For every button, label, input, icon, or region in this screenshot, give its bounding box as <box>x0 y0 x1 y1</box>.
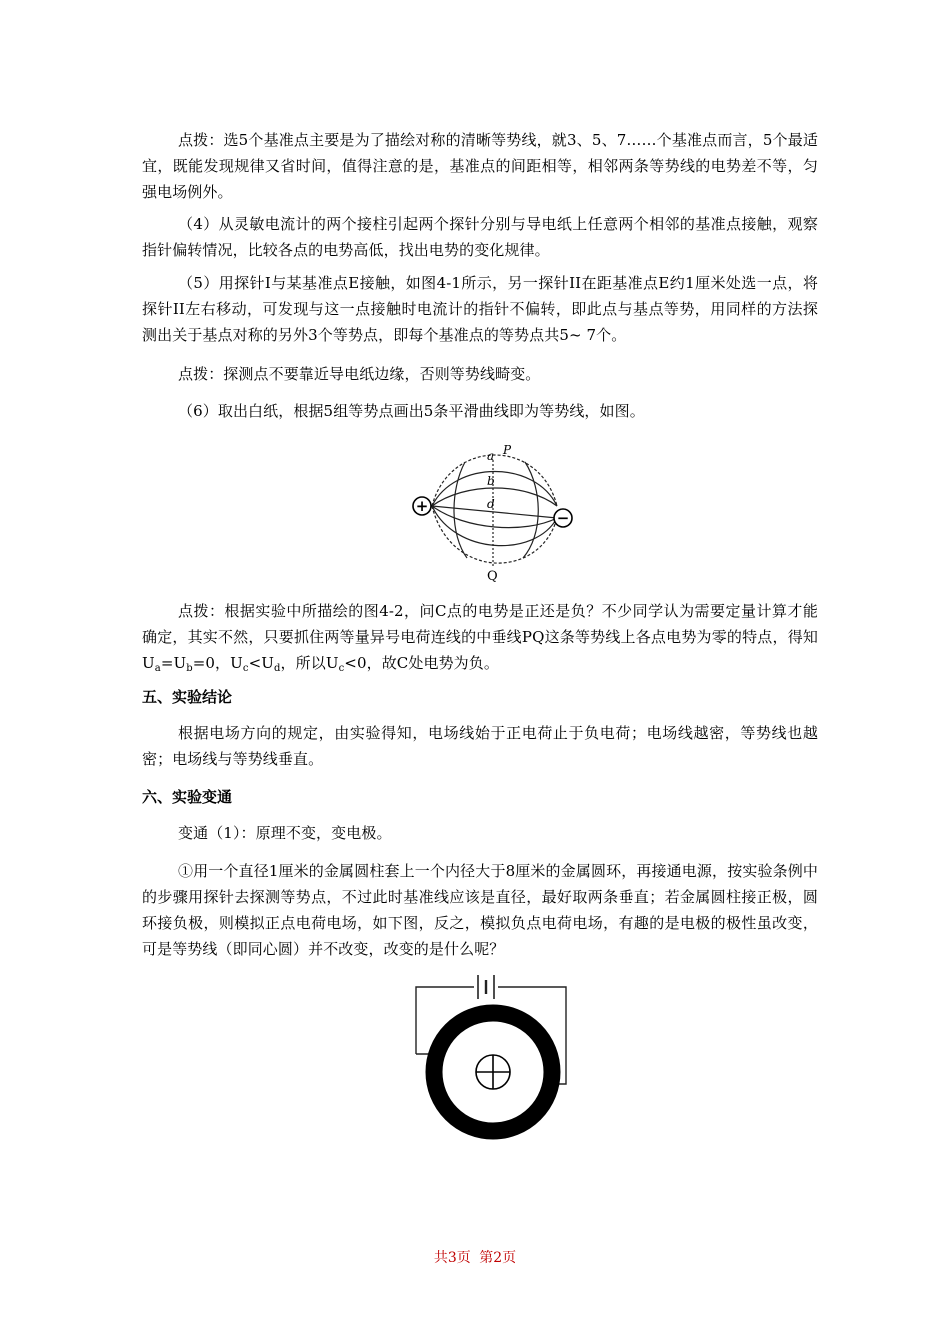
section-5-heading: 五、实验结论 <box>142 688 233 706</box>
step-6-paragraph: （6）取出白纸，根据5组等势点画出5条平滑曲线即为等势线，如图。 <box>178 402 645 420</box>
label-d: d <box>487 497 495 511</box>
variant-1-paragraph: 变通（1）：原理不变，变电极。 <box>178 824 392 842</box>
step-5-paragraph: （5）用探针I与某基准点E接触，如图4-1所示，另一探针II在距基准点E约1厘米处选一点，将探针II左右移动，可发现与这一点接触时电流计的指针不偏转，即此点与基点等势，用同样的方法探测出关于基点对称的另外3个等势点，即每个基准点的等势点共5~ 7个。 <box>142 274 818 344</box>
plus-sign: + <box>415 497 429 515</box>
page-footer <box>0 1247 950 1267</box>
label-b: b <box>487 474 495 488</box>
conclusion-paragraph: 根据电场方向的规定，由实验得知，电场线始于正电荷止于负电荷；电场线越密，等势线也越密；电场线与等势线垂直。 <box>142 724 818 768</box>
footer-total-pages: 共3页 <box>433 1250 471 1266</box>
equipotential-right <box>523 462 538 558</box>
label-a: a <box>487 449 495 463</box>
section-6-heading: 六、实验变通 <box>142 788 233 806</box>
tip-paragraph-1: 点拨：选5个基准点主要是为了描绘对称的清晰等势线，就3、5、7……个基准点而言，5个最适宜，既能发现规律又省时间，值得注意的是，基准点的间距相等，相邻两条等势线的电势差不等，匀强电场例外。 <box>142 131 818 201</box>
concentric-electrode-figure <box>408 972 576 1147</box>
field-lines-figure <box>405 440 585 585</box>
tip-paragraph-2: 点拨：探测点不要靠近导电纸边缘，否则等势线畸变。 <box>178 365 541 383</box>
footer-current-page: 第2页 <box>479 1250 517 1266</box>
variant-1-detail-paragraph: ①用一个直径1厘米的金属圆柱套上一个内径大于8厘米的金属圆环，再接通电源，按实验条例中的步骤用探针去探测等势点，不过此时基准线应该是直径，最好取两条垂直；若金属圆柱接正极，圆环接负极，则模拟正点电荷电场，如下图，反之，模拟负点电荷电场，有趣的是电极的极性虽改变，可是等势线（即同心圆）并不改变，改变的是什么呢？ <box>142 862 818 958</box>
label-q: Q <box>487 569 498 584</box>
minus-sign: − <box>556 509 570 527</box>
tip-paragraph-3: 点拨：根据实验中所描绘的图4-2，问C点的电势是正还是负？不少同学认为需要定量计算才能确定，其实不然，只要抓住两等量异号电荷连线的中垂线PQ这条等势线上各点电势为零的特点，得知$U_a=U_b=0$，$U_c<U_d$，所以$U_c<0$，故C处电势为负。 <box>142 602 818 674</box>
step-4-paragraph: （4）从灵敏电流计的两个接柱引起两个探针分别与导电纸上任意两个相邻的基准点接触，观察指针偏转情况，比较各点的电势高低，找出电势的变化规律。 <box>142 215 818 259</box>
label-p: P <box>503 443 512 457</box>
